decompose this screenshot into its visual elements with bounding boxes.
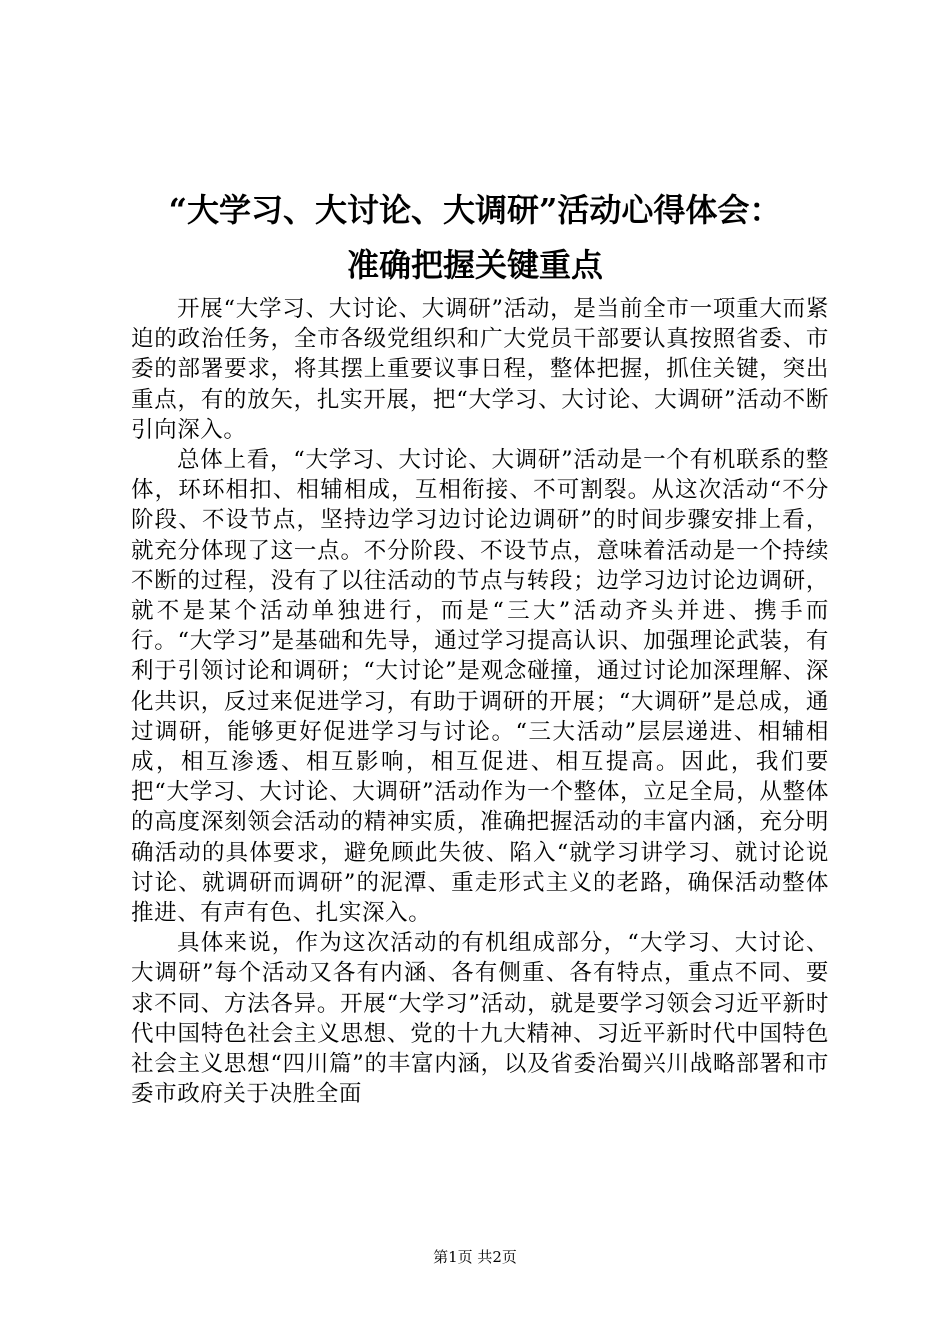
paragraph-3: 具体来说，作为这次活动的有机组成部分，“大学习、大讨论、大调研”每个活动又各有内涵、各有侧重、各有特点，重点不同、要求不同、方法各异。开展“大学习”活动，就是要学习领会习近平新时代中国特色社会主义思想、党的十九大精神、习近平新时代中国特色社会主义思想“四川篇”的丰富内涵，以及省委治蜀兴川战略部署和市委市政府关于决胜全面 <box>131 930 829 1108</box>
document-title-line1: “大学习、大讨论、大调研”活动心得体会： <box>168 191 782 229</box>
page-footer: 第1页 共2页 <box>433 1248 517 1266</box>
document-body <box>131 294 829 1109</box>
paragraph-1: 开展“大学习、大讨论、大调研”活动，是当前全市一项重大而紧迫的政治任务，全市各级党组织和广大党员干部要认真按照省委、市委的部署要求，将其摆上重要议事日程，整体把握，抓住关键，突出重点，有的放矢，扎实开展，把“大学习、大讨论、大调研”活动不断引向深入。 <box>131 296 829 443</box>
paragraph-2: 总体上看，“大学习、大讨论、大调研”活动是一个有机联系的整体，环环相扣、相辅相成，互相衔接、不可割裂。从这次活动“不分阶段、不设节点，坚持边学习边讨论边调研”的时间步骤安排上看，就充分体现了这一点。不分阶段、不设节点，意味着活动是一个持续不断的过程，没有了以往活动的节点与转段；边学习边讨论边调研，就不是某个活动单独进行，而是“三大”活动齐头并进、携手而行。“大学习”是基础和先导，通过学习提高认识、加强理论武装，有利于引领讨论和调研；“大讨论”是观念碰撞，通过讨论加深理解、深化共识，反过来促进学习，有助于调研的开展；“大调研”是总成，通过调研，能够更好促进学习与讨论。“三大活动”层层递进、相辅相成，相互渗透、相互影响，相互促进、相互提高。因此，我们要把“大学习、大讨论、大调研”活动作为一个整体，立足全局，从整体的高度深刻领会活动的精神实质，准确把握活动的丰富内涵，充分明确活动的具体要求，避免顾此失彼、陷入“就学习讲学习、就讨论说讨论、就调研而调研”的泥潭、重走形式主义的老路，确保活动整体推进、有声有色、扎实深入。 <box>131 447 829 927</box>
document-title-line2: 准确把握关键重点 <box>346 246 603 284</box>
